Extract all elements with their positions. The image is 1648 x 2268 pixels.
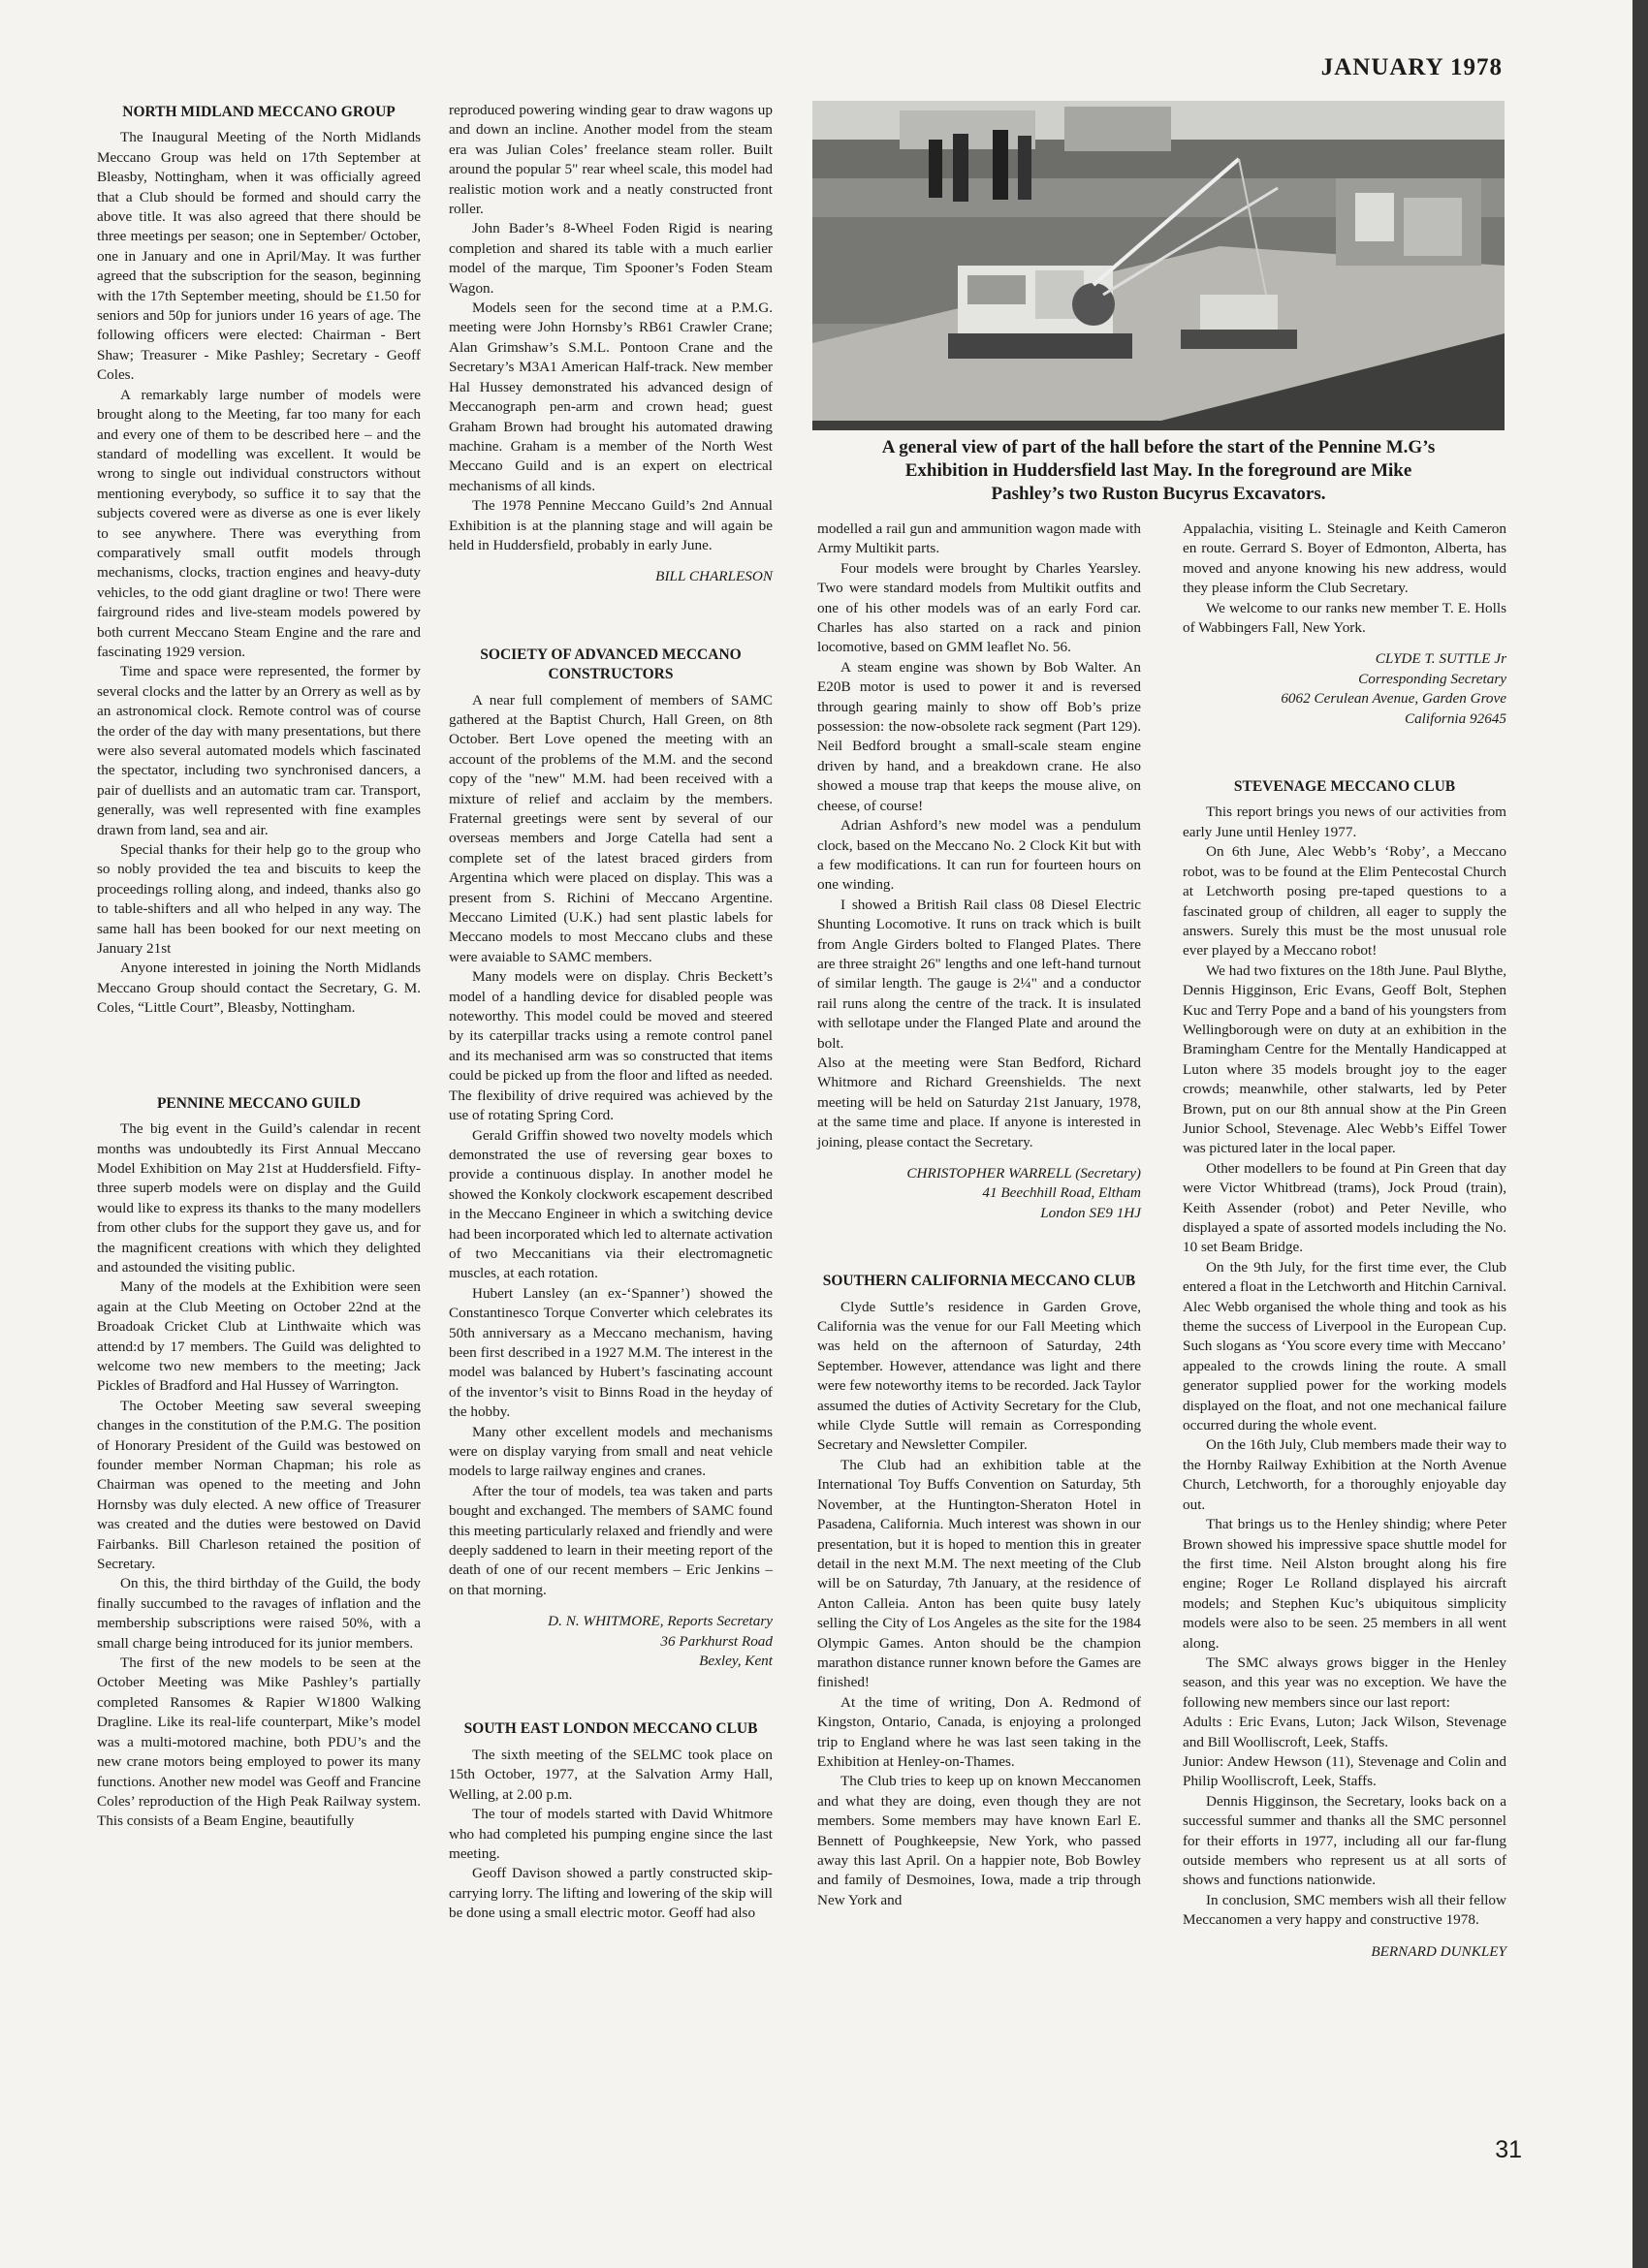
paragraph: Other modellers to be found at Pin Green that day were Victor Whitbread (trams), Jock Proud (train), Keith Assender (robot) and Peter Neville, who displayed a spate of assorted models including the No. 10 set Beam Bridge. xyxy=(1183,1159,1506,1256)
caption-line: A general view of part of the hall before the start of the Pennine M.G’s xyxy=(881,437,1436,457)
heading-samc: SOCIETY OF ADVANCED MECCANO CONSTRUCTORS xyxy=(480,646,742,683)
signature-whitmore: D. N. WHITMORE, Reports Secretary xyxy=(548,1613,773,1630)
paragraph: A near full complement of members of SAMC gathered at the Baptist Church, Hall Green, on 8th October. Bert Love opened the meeting with an account of the problems of the M.M. and the second copy of the "new" M.M. had been received with a mixture of relief and acclaim by the members. Fraternal greetings were sent by several of our overseas members and Jorge Catella had sent a complete set of the latest braced girders from Argentina which were placed on display. This was a present from S. Richini of Meccano Argentine. Meccano Limited (U.K.) had sent plastic labels for Meccano models to most Meccano clubs and these were avaiable to SAMC members. xyxy=(449,691,773,965)
paragraph: Junior: Andew Hewson (11), Stevenage and Colin and Philip Woolliscroft, Leek, Staffs. xyxy=(1183,1752,1506,1790)
paragraph: modelled a rail gun and ammunition wagon made with Army Multikit parts. xyxy=(817,520,1141,557)
paragraph: We had two fixtures on the 18th June. Paul Blythe, Dennis Higginson, Eric Evans, Geoff Bolt, Stephen Kuc and Terry Pope and a band of his youngsters from Wellingborough were on duty at an exhibition in the Bramingham Centre for the Mentally Handicapped at Luton where 35 models brought joy to the eager crowds; meanwhile, other stalwarts, led by Peter Brown, put on our 8th annual show at the Pin Green Junior School, Stevenage. Alec Webb’s Eiffel Tower was pictured later in the local paper. xyxy=(1183,961,1506,1157)
paragraph: Hubert Lansley (an ex-‘Spanner’) showed the Constantinesco Torque Converter which celebrates its 50th anniversary as a Meccano mechanism, having been first described in a 1927 M.M. The interest in the model was balanced by Hubert’s fascinating account of the inventor’s visit to Binns Road in the heyday of the hobby. xyxy=(449,1284,773,1421)
paragraph: The big event in the Guild’s calendar in recent months was undoubtedly its First Annual Meccano Model Exhibition on May 21st at Huddersfield. Fifty-three superb models were on display and the Guild would like to express its thanks to the many modellers from other clubs for the support they gave us, and for the magnificent creations with which they delighted and astounded the visiting public. xyxy=(97,1120,421,1276)
paragraph: The tour of models started with David Whitmore who had completed his pumping engine since the last meeting. xyxy=(449,1806,773,1862)
signature-suttle: CLYDE T. SUTTLE Jr xyxy=(1375,650,1506,668)
paragraph: That brings us to the Henley shindig; where Peter Brown showed his impressive space shuttle model for the first time. Neil Alston brought along his fire engine; Roger Le Rolland displayed his aircraft models; and Stephen Kuc’s ubiquitous simplicity models were also to be seen. 25 members in all went along. xyxy=(1183,1516,1506,1652)
paragraph: The October Meeting saw several sweeping changes in the constitution of the P.M.G. The position of Honorary President of the Guild was bestowed on founder member Norman Chapman; his role as Chairman was opened to the meeting and John Hornsby was duly elected. A new office of Treasurer was created and the duties were bestowed on David Fairbanks. Bill Charleson retained the position of Secretary. xyxy=(97,1397,421,1573)
page-edge xyxy=(1632,0,1648,2268)
paragraph: Appalachia, visiting L. Steinagle and Keith Cameron en route. Gerrard S. Boyer of Edmonton, Alberta, has moved and anyone knowing his new address, would they please inform the Club Secretary. xyxy=(1183,520,1506,597)
paragraph: The sixth meeting of the SELMC took place on 15th October, 1977, at the Salvation Army Hall, Welling, at 2.00 p.m. xyxy=(449,1746,773,1803)
paragraph: On the 9th July, for the first time ever, the Club entered a float in the Letchworth and Hitchin Carnival. Alec Webb organised the whole thing and took as his theme the success of Liverpool in the European Cup. Such slogans as ‘You score every time with Meccano’ appealed to the crowds lining the route. A small generator supplied power for the working models displayed on the float, and not one mechanical failure occurred during the whole event. xyxy=(1183,1258,1506,1434)
photo-caption xyxy=(812,436,1505,506)
paragraph: I showed a British Rail class 08 Diesel Electric Shunting Locomotive. It runs on track which is built from Angle Girders bolted to Flanged Plates. There are three straight 26" lengths and one left-hand turnout of similar length. The gauge is 2¼" and a conductor rail runs along the centre of the track. It is insulated with sellotape under the Flanged Plate and around the bolt. xyxy=(817,896,1141,1052)
heading-southern-california: SOUTHERN CALIFORNIA MECCANO CLUB xyxy=(822,1273,1136,1290)
paragraph: A remarkably large number of models were brought along to the Meeting, far too many for each and every one of them to be described here – and the standard of modelling was excellent. It would be wrong to single out individual constructors without mentioning everybody, so suffice it to say that the subjects covered were as diverse as one is ever likely to see anywhere. There was everything from comparatively small outfit models through mechanisms, clocks, traction engines and heavy-duty vehicles, to the odd giant dragline or two! There were fairground rides and live-steam models powered by both current Meccano Steam Engine and the rare and fascinating 1929 version. xyxy=(97,386,421,660)
paragraph: In conclusion, SMC members wish all their fellow Meccanomen a very happy and constructive 1978. xyxy=(1183,1891,1506,1929)
signature-address: 41 Beechhill Road, Eltham xyxy=(982,1184,1141,1202)
paragraph: reproduced powering winding gear to draw wagons up and down an incline. Another model from the steam era was Julian Coles’ freelance steam roller. Built around the popular 5" rear wheel scale, this model had realistic motion work and a neatly constructed front roller. xyxy=(449,102,773,218)
paragraph: Time and space were represented, the former by several clocks and the latter by an Orrery as well as by an astronomical clock. Remote control was of course the order of the day with many presentations, but there were also several automated models which fascinated the spectator, including two synchronised dancers, a pair of duellists and an automatic tram car. Transport, generally, was well represented with fine examples drawn from land, sea and air. xyxy=(97,663,421,838)
heading-north-midland: NORTH MIDLAND MECCANO GROUP xyxy=(122,104,396,120)
paragraph: Geoff Davison showed a partly constructed skip-carrying lorry. The lifting and lowering of the skip will be done using a small electric motor. Geoff had also xyxy=(449,1865,773,1922)
heading-pennine: PENNINE MECCANO GUILD xyxy=(156,1094,362,1112)
paragraph: Special thanks for their help go to the group who so nobly provided the tea and biscuits to keep the proceedings rolling along, and indeed, thanks also go to table-shifters and all who helped in any way. The same hall has been booked for our next meeting on January 21st xyxy=(97,841,421,958)
paragraph: John Bader’s 8-Wheel Foden Rigid is nearing completion and shared its table with a much earlier model of the marque, Tim Spooner’s Foden Steam Wagon. xyxy=(449,220,773,297)
paragraph: On 6th June, Alec Webb’s ‘Roby’, a Meccano robot, was to be found at the Elim Pentecostal Church at Letchworth posing pre-taped questions to a fascinated group of children, all eager to supply the answers. Surely this must be the most unusual role ever played by a Meccano robot! xyxy=(1183,843,1506,960)
page-number: 31 xyxy=(1495,2136,1522,2163)
paragraph: Adults : Eric Evans, Luton; Jack Wilson, Stevenage and Bill Woolliscroft, Leek, Staffs. xyxy=(1183,1714,1506,1750)
column-3 xyxy=(817,520,1141,1910)
signature-address: 36 Parkhurst Road xyxy=(660,1632,773,1650)
paragraph: After the tour of models, tea was taken and parts bought and exchanged. The members of SAMC found this meeting particularly relaxed and friendly and were deeply saddened to learn in their meeting report of the death of one of our recent members – Eric Jenkins – on that morning. xyxy=(449,1482,773,1598)
column-1 xyxy=(97,103,421,1832)
signature-charleson: BILL CHARLESON xyxy=(655,568,773,585)
paragraph: This report brings you news of our activities from early June until Henley 1977. xyxy=(1183,803,1506,840)
paragraph: Many other excellent models and mechanisms were on display varying from small and neat vehicle models to large railway engines and cranes. xyxy=(449,1423,773,1480)
paragraph: Clyde Suttle’s residence in Garden Grove, California was the venue for our Fall Meeting which was held on the afternoon of Saturday, 24th September. However, attendance was light and there were few noteworthy items to be recorded. Jack Taylor assumed the duties of Activity Secretary for the Club, while Clyde Suttle will remain as Corresponding Secretary and Newsletter Compiler. xyxy=(817,1298,1141,1454)
paragraph: Also at the meeting were Stan Bedford, Richard Whitmore and Richard Greenshields. The next meeting will be held on Saturday 21st January, 1978, at the same time and place. If anyone is interested in joining, please contact the Secretary. xyxy=(817,1054,1141,1150)
paragraph: The 1978 Pennine Meccano Guild’s 2nd Annual Exhibition is at the planning stage and will again be held in Huddersfield, probably in early June. xyxy=(449,497,773,553)
paragraph: The first of the new models to be seen at the October Meeting was Mike Pashley’s partially completed Ransomes & Rapier W1800 Walking Dragline. Like its real-life counterpart, Mike’s model was a multi-motored machine, both PDU’s and the new crane motors being employed to power its many functions. Another new model was Geoff and Francine Coles’ reproduction of the High Peak Railway system. This consists of a Beam Engine, beautifully xyxy=(97,1654,421,1830)
paragraph: A steam engine was shown by Bob Walter. An E20B motor is used to power it and is reversed through gearing mainly to show off Bob’s prize possession: the now-obsolete rack segment (Part 129). Neil Bedford brought a small-scale steam engine driven by hand, and a breakdown crane. He also showed a mouse trap that keeps the mouse alive, on cheese, of course! xyxy=(817,658,1141,814)
paragraph: The Club had an exhibition table at the International Toy Buffs Convention on Saturday, 5th November, at the Huntington-Sheraton Hotel in Pasadena, California. Much interest was shown in our presentation, but it is hoped to mention this in greater detail in the next M.M. The next meeting of the Club will be on Saturday, 7th January, at the residence of Anton Calleia. Anton has been quite busy lately selling the City of Los Angeles as the site for the 1984 Olympic Games. Anton should be the champion marathon distance runner known before the Games are finished! xyxy=(817,1456,1141,1691)
heading-stevenage: STEVENAGE MECCANO CLUB xyxy=(1233,778,1456,796)
paragraph: At the time of writing, Don A. Redmond of Kingston, Ontario, Canada, is enjoying a prolonged trip to England where he was last seen taking in the Exhibition at Henley-on-Thames. xyxy=(817,1693,1141,1770)
column-4 xyxy=(1183,520,1506,1962)
paragraph: Four models were brought by Charles Yearsley. Two were standard models from Multikit outfits and one of his other models was of an early Ford car. Charles has also started on a rack and pinion locomotive, based on GMM leaflet No. 56. xyxy=(817,559,1141,656)
page-header: JANUARY 1978 xyxy=(1320,54,1503,80)
paragraph: Many models were on display. Chris Beckett’s model of a handling device for disabled people was noteworthy. This model could be moved and steered by its caterpillar tracks using a remote control panel and its mechanised arm was so constructed that items could be picked up from the floor and lifted as needed. The flexibility of drive required was achieved by the use of rotating Spring Cord. xyxy=(449,968,773,1124)
paragraph: The Inaugural Meeting of the North Midlands Meccano Group was held on 17th September at Bleasby, Nottingham, when it was officially agreed that a Club should be formed and should carry the above title. It was also agreed that there should be three meetings per season; one in September/ October, one in January and one in April/May. It was further agreed that the subscription for the season, beginning with the 17th September meeting, should be £1.50 for seniors and 50p for juniors under 16 years of age. The following officers were elected: Chairman - Bert Shaw; Treasurer - Mike Pashley; Secretary - Geoff Coles. xyxy=(97,129,421,384)
paragraph: On the 16th July, Club members made their way to the Hornby Railway Exhibition at the North Avenue Church, Letchworth, for a thoroughly enjoyable day out. xyxy=(1183,1436,1506,1513)
signature-title: Corresponding Secretary xyxy=(1358,670,1506,687)
paragraph: Models seen for the second time at a P.M.G. meeting were John Hornsby’s RB61 Crawler Crane; Alan Grimshaw’s S.M.L. Pontoon Crane and the Secretary’s M3A1 American Half-track. New member Hal Hussey demonstrated his advanced design of Meccanograph pen-arm and crown head; guest Graham Brown had brought his automated drawing machine. Graham is a member of the North West Meccano Guild and is an expert on electrical mechanisms of all kinds. xyxy=(449,299,773,494)
signature-address: California 92645 xyxy=(1404,709,1506,727)
signature-address: 6062 Cerulean Avenue, Garden Grove xyxy=(1281,690,1506,708)
exhibition-hall-photo xyxy=(812,101,1505,430)
paragraph: On this, the third birthday of the Guild, the body finally succumbed to the ravages of inflation and the membership subscriptions were raised 50%, with a small charge being introduced for its junior members. xyxy=(97,1575,421,1652)
paragraph: Gerald Griffin showed two novelty models which demonstrated the use of reversing gear boxes to provide a continuous display. In another model he showed the Konkoly clockwork escapement described in the Meccano Engineer in which a switching device had been incorporated which led to alternate activation of two Meccanitians via their electromagnetic muscles, at each rotation. xyxy=(449,1126,773,1282)
paragraph: The Club tries to keep up on known Meccanomen and what they are doing, even though they are not members. Some members may have known Earl E. Bennett of Poughkeepsie, New York, who passed away this last April. On a happier note, Bob Bowley and family of Desmoines, Iowa, made a trip through New York and xyxy=(817,1773,1141,1908)
paragraph: We welcome to our ranks new member T. E. Holls of Wabbingers Fall, New York. xyxy=(1183,599,1506,637)
column-2 xyxy=(449,101,773,1924)
paragraph: Anyone interested in joining the North Midlands Meccano Group should contact the Secretary, G. M. Coles, “Little Court”, Bleasby, Nottingham. xyxy=(97,960,421,1017)
signature-address: Bexley, Kent xyxy=(699,1653,773,1670)
signature-address: London SE9 1HJ xyxy=(1040,1204,1141,1221)
heading-selmc: SOUTH EAST LONDON MECCANO CLUB xyxy=(463,1720,758,1738)
paragraph: The SMC always grows bigger in the Henley season, and this year was no exception. We have the following new members since our last report: xyxy=(1183,1654,1506,1711)
signature-warrell: CHRISTOPHER WARRELL (Secretary) xyxy=(906,1165,1141,1181)
caption-line: Pashley’s two Ruston Bucyrus Excavators. xyxy=(991,484,1326,504)
signature-dunkley: BERNARD DUNKLEY xyxy=(1371,1942,1506,1960)
paragraph: Many of the models at the Exhibition were seen again at the Club Meeting on October 22nd at the Broadoak Cricket Club at Linthwaite which was attend:d by 17 members. The Guild was delighted to welcome two new members to the meeting; Jack Pickles of Bradford and Hal Hussey of Warrington. xyxy=(97,1278,421,1395)
paragraph: Adrian Ashford’s new model was a pendulum clock, based on the Meccano No. 2 Clock Kit but with a few modifications. It can run for fourteen hours on one winding. xyxy=(817,817,1141,894)
caption-line: Exhibition in Huddersfield last May. In the foreground are Mike xyxy=(904,460,1412,481)
paragraph: Dennis Higginson, the Secretary, looks back on a successful summer and thanks all the SMC personnel for their efforts in 1977, including all our far-flung outside members who represent us at all sorts of shows and functions nationwide. xyxy=(1183,1792,1506,1889)
